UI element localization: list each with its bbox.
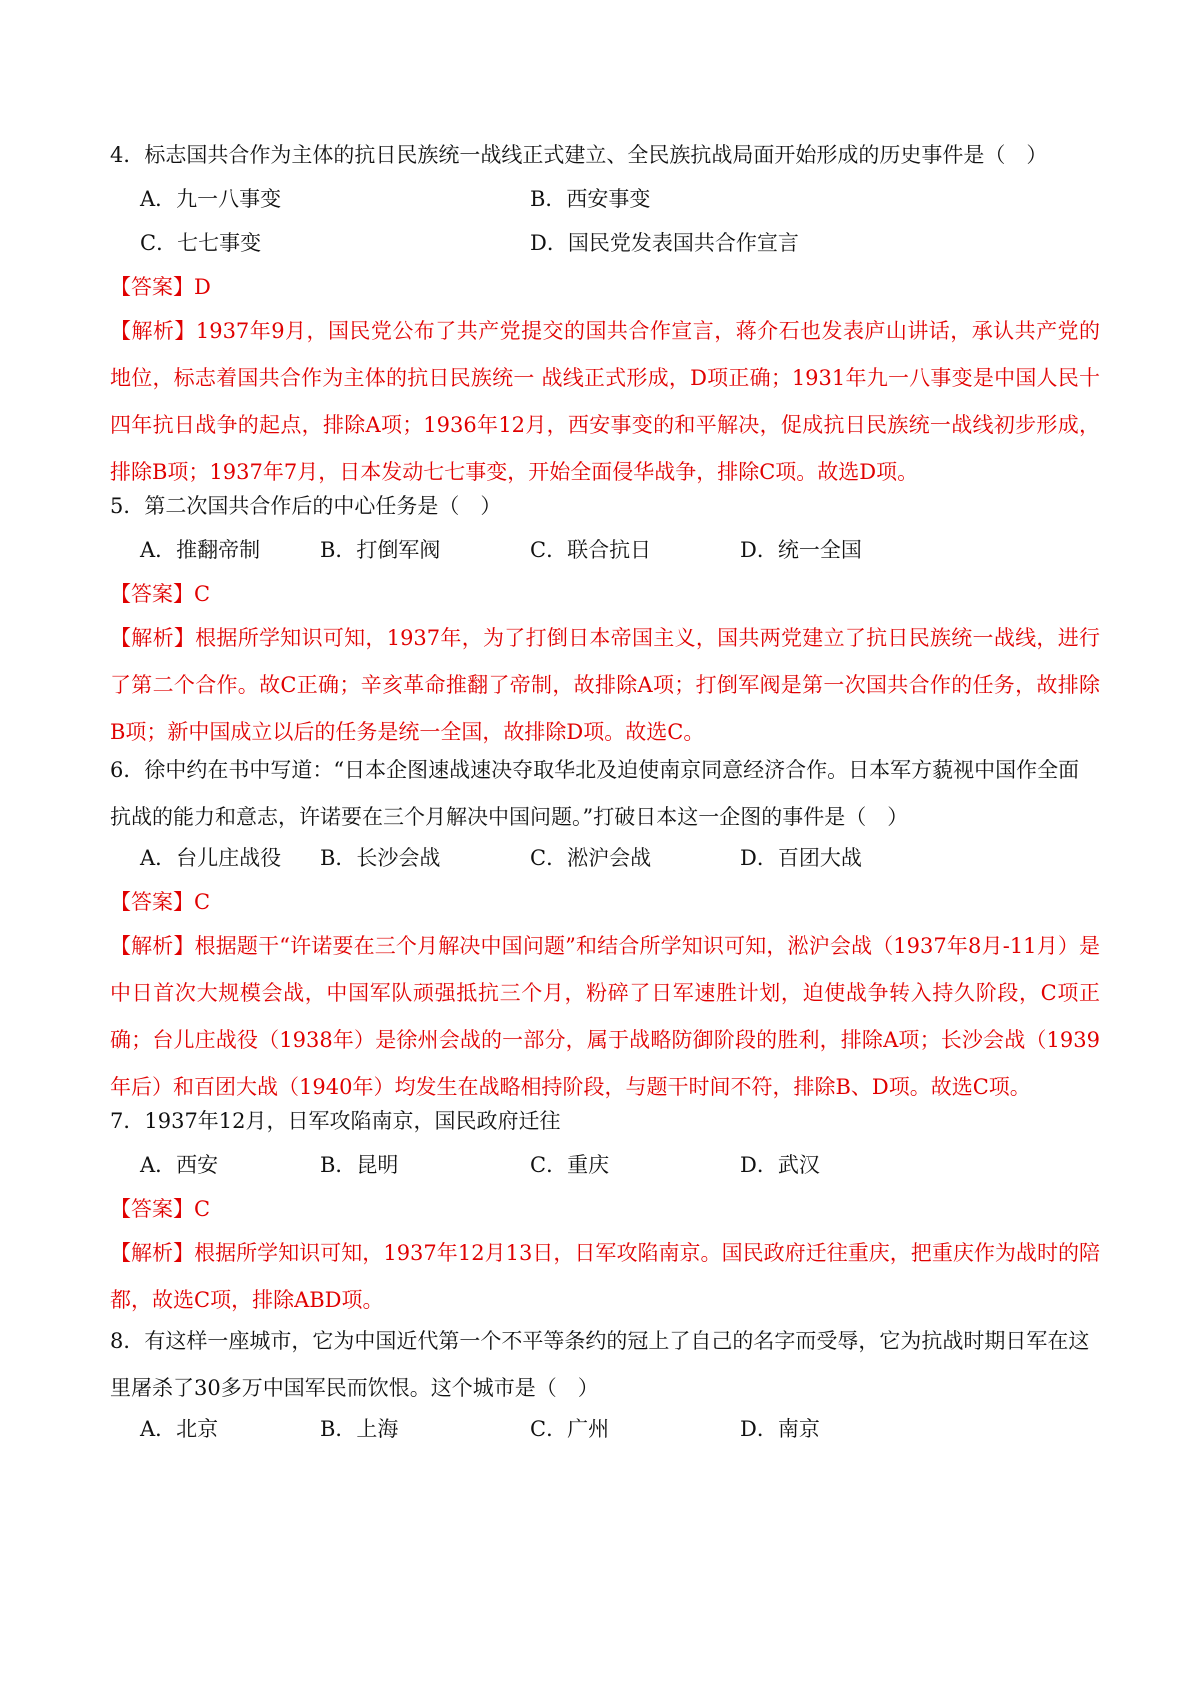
- option-a: A．九一八事变: [140, 187, 282, 211]
- answer-tag: 【答案】: [110, 1197, 194, 1221]
- question-5-stem: 5．第二次国共合作后的中心任务是（ ）: [110, 494, 502, 518]
- question-7-answer: [110, 1186, 1100, 1233]
- analysis-tag: 【解析】: [110, 1241, 195, 1265]
- answer-value: C: [194, 890, 211, 914]
- answer-value: C: [194, 1197, 211, 1221]
- question-6-options: [140, 835, 1100, 882]
- answer-value: C: [194, 582, 211, 606]
- option-c: C．重庆: [530, 1153, 610, 1177]
- option-d: D．统一全国: [740, 538, 862, 562]
- option-c: C．淞沪会战: [530, 846, 652, 870]
- question-7-analysis: [110, 1230, 1100, 1324]
- option-a: A．北京: [140, 1417, 219, 1441]
- option-d: D．百团大战: [740, 846, 862, 870]
- answer-tag: 【答案】: [110, 582, 194, 606]
- question-6-analysis: [110, 923, 1100, 1111]
- option-b: B．长沙会战: [320, 846, 441, 870]
- option-d: D．国民党发表国共合作宣言: [530, 231, 799, 255]
- question-4-stem: 4．标志国共合作为主体的抗日民族统一战线正式建立、全民族抗战局面开始形成的历史事件是（ ）: [110, 143, 1048, 167]
- question-5-options: [140, 527, 1100, 574]
- option-a: A．台儿庄战役: [140, 846, 282, 870]
- question-8-stem: 8．有这样一座城市，它为中国近代第一个不平等条约的冠上了自己的名字而受辱，它为抗战时期日军在这里屠杀了30多万中国军民而饮恨。这个城市是（ ）: [110, 1329, 1090, 1400]
- analysis-tag: 【解析】: [110, 319, 196, 343]
- question-4-options: [140, 176, 1100, 223]
- option-b: B．打倒军阀: [320, 538, 441, 562]
- analysis-tag: 【解析】: [110, 934, 195, 958]
- option-c: C．广州: [530, 1417, 610, 1441]
- question-7-options: [140, 1142, 1100, 1189]
- option-b: B．上海: [320, 1417, 399, 1441]
- question-7-stem: 7．1937年12月，日军攻陷南京，国民政府迁往: [110, 1109, 561, 1133]
- question-6-stem: 6．徐中约在书中写道：“日本企图速战速决夺取华北及迫使南京同意经济合作。日本军方藐视中国作全面抗战的能力和意志，许诺要在三个月解决中国问题。”打破日本这一企图的事件是（ ）: [110, 758, 1080, 829]
- question-5-analysis: [110, 615, 1100, 756]
- question-8-options: [140, 1406, 1100, 1453]
- question-6-answer: [110, 879, 1100, 926]
- option-c: C．七七事变: [140, 231, 262, 255]
- option-b: B．昆明: [320, 1153, 399, 1177]
- option-a: A．西安: [140, 1153, 219, 1177]
- option-a: A．推翻帝制: [140, 538, 261, 562]
- answer-value: D: [194, 275, 211, 299]
- option-d: D．武汉: [740, 1153, 820, 1177]
- analysis-text: 1937年9月，国民党公布了共产党提交的国共合作宣言，蒋介石也发表庐山讲话，承认共产党的地位，标志着国共合作为主体的抗日民族统一 战线正式形成，D项正确；1931年九一八事变是中国人民十四年抗日战争的起点，排除A项；1936年12月，西安事变的和平解决，促成抗日民族统一战线初步形成，排除B项；1937年7月，日本发动七七事变，开始全面侵华战争，排除C项。故选D项。: [110, 319, 1100, 484]
- analysis-text: 根据所学知识可知，1937年，为了打倒日本帝国主义，国共两党建立了抗日民族统一战线，进行了第二个合作。故C正确；辛亥革命推翻了帝制，故排除A项；打倒军阀是第一次国共合作的任务，故排除B项；新中国成立以后的任务是统一全国，故排除D项。故选C。: [110, 626, 1100, 744]
- option-d: D．南京: [740, 1417, 820, 1441]
- analysis-text: 根据题干“许诺要在三个月解决中国问题”和结合所学知识可知，淞沪会战（1937年8月-11月）是中日首次大规模会战，中国军队顽强抵抗三个月，粉碎了日军速胜计划，迫使战争转入持久阶段，C项正确；台儿庄战役（1938年）是徐州会战的一部分，属于战略防御阶段的胜利，排除A项；长沙会战（1939年后）和百团大战（1940年）均发生在战略相持阶段，与题干时间不符，排除B、D项。故选C项。: [110, 934, 1101, 1099]
- answer-tag: 【答案】: [110, 890, 194, 914]
- analysis-tag: 【解析】: [110, 626, 196, 650]
- option-b: B．西安事变: [530, 187, 651, 211]
- question-4-options-row2: [140, 220, 1100, 267]
- question-4-analysis: [110, 308, 1100, 496]
- answer-tag: 【答案】: [110, 275, 194, 299]
- question-5-answer: [110, 571, 1100, 618]
- option-c: C．联合抗日: [530, 538, 652, 562]
- question-4-answer: [110, 264, 1100, 311]
- analysis-text: 根据所学知识可知，1937年12月13日，日军攻陷南京。国民政府迁往重庆，把重庆作为战时的陪都，故选C项，排除ABD项。: [110, 1241, 1101, 1312]
